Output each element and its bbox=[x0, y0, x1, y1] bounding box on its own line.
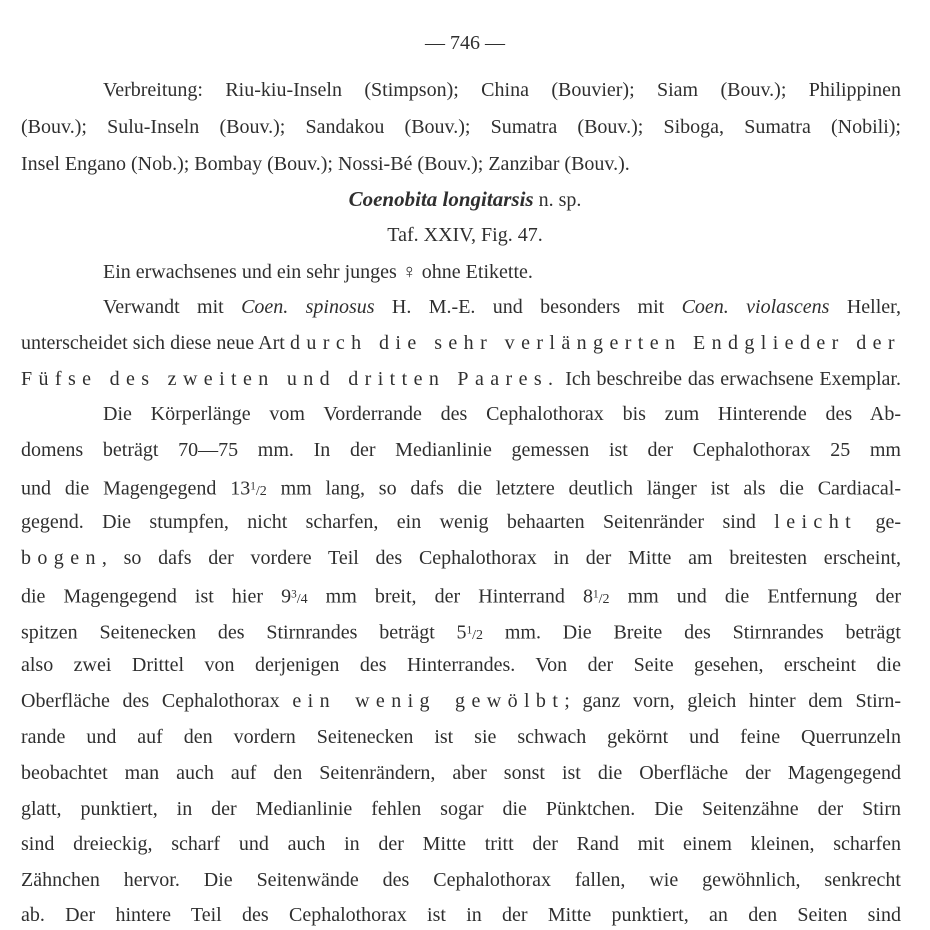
species-name: Coenobita longitarsis bbox=[348, 187, 534, 211]
spaced-emphasis: ein wenig gewölbt bbox=[292, 690, 565, 712]
paragraph-line bbox=[21, 473, 901, 505]
paragraph-line: Insel Engano (Nob.); Bombay (Bouv.); Nossi-Bé (Bouv.); Zanzibar (Bouv.). bbox=[21, 153, 630, 175]
paragraph-line: Zähnchen hervor. Die Seitenwände des Cephalothorax fallen, wie gewöhnlich, senkrecht bbox=[21, 869, 901, 891]
text-run: ; ganz vorn, gleich hinter dem Stirn- bbox=[564, 690, 901, 712]
plate-reference: Taf. XXIV, Fig. 47. bbox=[387, 224, 543, 246]
paragraph-line: Ein erwachsenes und ein sehr junges ♀ ohne Etikette. bbox=[103, 261, 533, 283]
species-ref: Coen. violascens bbox=[681, 296, 830, 318]
text-run: spitzen Seitenecken des Stirnrandes beträgt 5 bbox=[21, 621, 467, 644]
text-run: Oberfläche des Cephalothorax bbox=[21, 690, 293, 712]
paragraph-line bbox=[21, 366, 901, 392]
text-run: mm breit, der Hinterrand 8 bbox=[307, 585, 593, 608]
paragraph-line: glatt, punktiert, in der Medianlinie fehlen sogar die Pünktchen. Die Seitenzähne der Stirn bbox=[21, 798, 901, 820]
text-run: H. M.-E. und besonders mit bbox=[374, 296, 682, 318]
fraction: $^1$/2 bbox=[250, 480, 267, 499]
text-run: gegend. Die stumpfen, nicht scharfen, ein wenig behaarten Seitenränder sind bbox=[21, 511, 775, 533]
text-run: die Magengegend ist hier 9 bbox=[21, 585, 292, 608]
text-run: unterscheidet sich diese neue Art bbox=[21, 332, 290, 354]
paragraph-line: sind dreieckig, scharf und auch in der Mitte tritt der Rand mit einem kleinen, scharfen bbox=[21, 833, 901, 855]
paragraph-line bbox=[103, 294, 901, 320]
text-run: mm und die Entfernung der bbox=[609, 585, 901, 608]
paragraph-line: ab. Der hintere Teil des Cephalothorax ist in der Mitte punktiert, an den Seiten sind bbox=[21, 904, 901, 926]
spaced-emphasis: bogen bbox=[21, 547, 102, 569]
spaced-emphasis: leicht bbox=[774, 511, 858, 533]
species-heading bbox=[0, 186, 930, 213]
paragraph-line: (Bouv.); Sulu-Inseln (Bouv.); Sandakou (Bouv.); Sumatra (Bouv.); Siboga, Sumatra (Nobili); bbox=[21, 116, 901, 138]
page-number: — 746 — bbox=[425, 32, 505, 54]
paragraph-line bbox=[21, 545, 901, 571]
paragraph-line: beobachtet man auch auf den Seitenrändern, aber sonst ist die Oberfläche der Magengegend bbox=[21, 762, 901, 784]
text-run: , so dafs der vordere Teil des Cephalothorax in der Mitte am breitesten erscheint, bbox=[101, 547, 901, 569]
paragraph-line: domens beträgt 70—75 mm. In der Medianlinie gemessen ist der Cephalothorax 25 mm bbox=[21, 439, 901, 461]
text-run: mm lang, so dafs die letztere deutlich länger ist als die Cardiacal- bbox=[266, 477, 901, 500]
spaced-emphasis: Füfse des zweiten und dritten Paares. bbox=[21, 368, 560, 390]
fraction: $^1$/2 bbox=[592, 588, 610, 607]
paragraph-line: Die Körperlänge vom Vorderrande des Cephalothorax bis zum Hinterende des Ab- bbox=[103, 403, 901, 425]
text-run: mm. Die Breite des Stirnrandes beträgt bbox=[483, 621, 901, 644]
paragraph-line bbox=[21, 330, 901, 356]
text-run: Verwandt mit bbox=[103, 296, 242, 318]
text-run: und die Magengegend 13 bbox=[21, 477, 251, 500]
species-ref: Coen. spinosus bbox=[241, 296, 375, 318]
paragraph-line: also zwei Drittel von derjenigen des Hinterrandes. Von der Seite gesehen, erscheint die bbox=[21, 654, 901, 676]
text-run: ge- bbox=[857, 511, 901, 533]
paragraph-line bbox=[21, 688, 901, 714]
paragraph-line bbox=[21, 509, 901, 535]
paragraph-line: rande und auf den vordern Seitenecken ist sie schwach gekörnt und feine Querrunzeln bbox=[21, 726, 901, 748]
species-suffix: n. sp. bbox=[533, 189, 582, 211]
paragraph-line bbox=[21, 617, 901, 649]
text-run: Heller, bbox=[829, 296, 902, 318]
text-run: Ich beschreibe das erwachsene Exemplar. bbox=[559, 368, 901, 390]
spaced-emphasis: durch die sehr verlängerten Endglieder der bbox=[289, 332, 901, 354]
fraction: $^3$/4 bbox=[291, 588, 308, 607]
fraction: $^1$/2 bbox=[466, 624, 484, 643]
paragraph-line bbox=[21, 581, 901, 613]
paragraph-line: Verbreitung: Riu-kiu-Inseln (Stimpson); China (Bouvier); Siam (Bouv.); Philippinen bbox=[103, 79, 901, 101]
